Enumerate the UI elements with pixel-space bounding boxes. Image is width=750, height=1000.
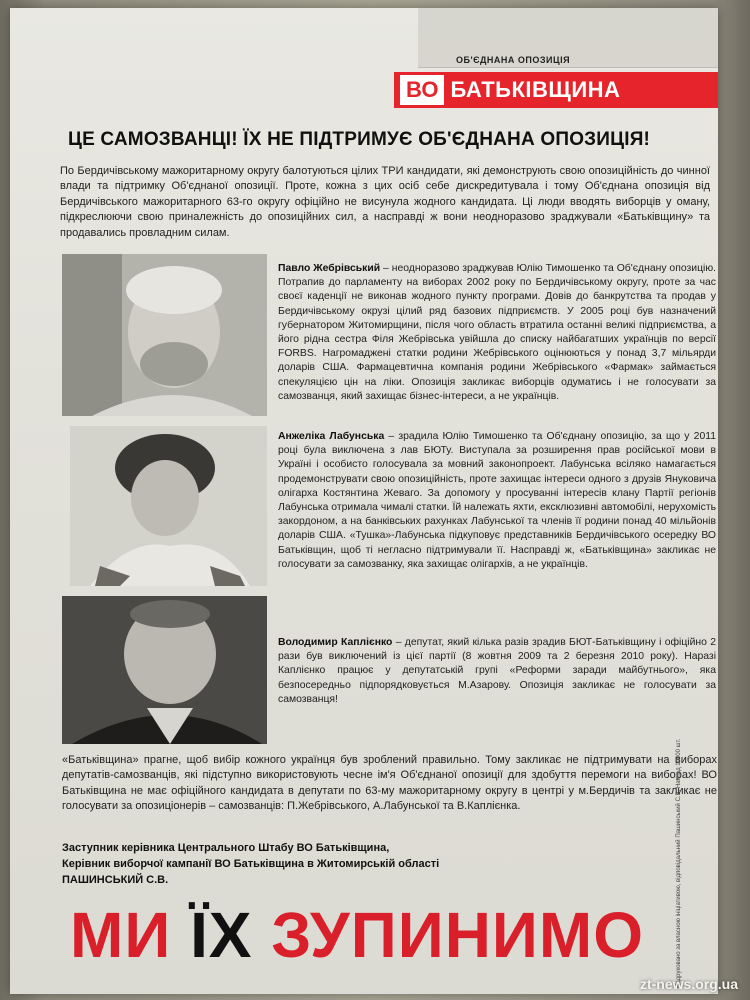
slogan-part-2: ЇХ <box>190 899 253 971</box>
intro-paragraph: По Бердичівському мажоритарному округу балотуються цілих ТРИ кандидати, які демонструють свою опозиційність до чинної влади та підтримку Об'єднаної опозиції. Проте, кожна з цих осіб себе дискредитувала і тому Об'єднана опозиція від Бердичівського мажоритарного 63-го округу офіційно не висунула жодного кандидата. Ці люди вводять виборців у оману, підкреслюючи свою приналежність до опозиційних сил, а насправді ж вони неодноразово зраджували «Батьківщину» та продавались провладним силам. <box>60 165 710 239</box>
candidate-text-3: – депутат, який кілька разів зрадив БЮТ-Батьківщину і офіційно 2 рази був виключений із цієї партії (8 жовтня 2009 та 2 березня 2010 року). Наразі Каплієнко працює у депутатській групі «Реформи заради майбутнього», яка безпосередньо підпорядковується М.Азарову. Опозиція закликає не голосувати за самозванця! <box>278 637 716 705</box>
candidate-name-1: Павло Жебрівський <box>278 263 381 274</box>
signature-line-1: Заступник керівника Центрального Штабу ВО Батьківщина, <box>62 842 390 854</box>
candidate-name-2: Анжеліка Лабунська <box>278 431 385 442</box>
party-logo <box>394 72 718 108</box>
candidate-text-2: – зрадила Юлію Тимошенко та Об'єднану опозицію, за що у 2011 році була виключена з лав БЮТу. Виступала за розширення прав російської мови в Україні і особисто голосувала за мовний законопроект. Лабунська всіляко намагається продемонструвати свою опозиційність, проте захищає інтереси одного з друзів Януковича олігарха Костянтина Жеваго. За допомогу у просуванні інтересів клану Партії регіонів Лабунська отримала чималі статки. Їй належать яхти, ексклюзивні автомобілі, нерухомість закордоном, а на банківських рахунках Лабунської та членів її родини понад 40 мільйонів доларів США. «Тушка»-Лабунська підкуповує представників Бердичівського осередку ВО Батьківщин, щоб ті негласно підтримували її. Насправді ж, «Батьківщина» закликає не голосувати за самозванку, яка захищає олігархів, а не українців. <box>278 431 717 570</box>
candidate-bio-3 <box>278 636 716 707</box>
signature-line-2: Керівник виборчої кампанії ВО Батьківщина в Житомирській області <box>62 858 440 870</box>
signature-block <box>62 840 662 888</box>
site-watermark: zt-news.org.ua <box>639 976 738 992</box>
slogan-part-3: ЗУПИНИМО <box>271 899 644 971</box>
print-imprint: Надруковано за власною ініціативою, відповідальний Пашинський С.В. Наклад 10000 шт. <box>676 738 682 988</box>
candidate-photo-1 <box>62 254 267 416</box>
candidate-name-3: Володимир Каплієнко <box>278 637 393 648</box>
logo-name: БАТЬКІВЩИНА <box>450 77 621 102</box>
logo-subtitle: ОБ'ЄДНАНА ОПОЗИЦІЯ <box>456 55 571 65</box>
leaflet <box>10 8 718 994</box>
closing-paragraph: «Батьківщина» прагне, щоб вибір кожного українця був зроблений правильно. Тому закликає не підтримувати на виборах депутатів-самозванців, які підступно використовують чесне ім'я Об'єднаної опозиції для здобуття перемоги на виборах! ВО Батьківщина не має офіційного кандидата в депутати по 63-му мажоритарному округу в центрі у м.Бердичів та закликає не голосувати за опозиціонерів – самозванців: П.Жебрівського, А.Лабунської та В.Каплієнка. <box>62 754 717 813</box>
candidate-bio-2 <box>278 430 716 572</box>
slogan-part-1: МИ <box>70 899 172 971</box>
slogan <box>70 898 690 972</box>
candidate-photo-3 <box>62 596 267 744</box>
candidate-photo-2 <box>70 426 267 586</box>
logo-vo: ВО <box>400 75 444 105</box>
candidate-bio-1 <box>278 262 716 404</box>
signature-line-3: ПАШИНСЬКИЙ С.В. <box>62 874 169 886</box>
headline: ЦЕ САМОЗВАНЦІ! ЇХ НЕ ПІДТРИМУЄ ОБ'ЄДНАНА ОПОЗИЦІЯ! <box>68 129 651 150</box>
candidate-text-1: – неодноразово зраджував Юлію Тимошенко та Об'єднану опозицію. Потрапив до парламенту на виборах 2002 року по Бердичівському округу, проте за час своєї каденції не виконав жодного пункту програми. Довів до банкрутства та продав у Бердичівському окрузі цілий ряд базових підприємств. У 2005 році був назначений губернатором Житомирщини, після чого область втратила останні великі підприємства, а його рідна сестра Філя Жебрівська увійшла до списку найбагатших українців по версії FORBS. Нагромаджені статки родини Жебрівського оцінюються у понад 3,7 мільярди доларів США. Фармацевтична компанія родини Жебрівського «Фармак» займається спекуляцією цін на ліки. Опозиція закликає виборців одуматись і не голосувати за самозванця, який захищає бізнес-інтереси, а не українців. <box>278 263 717 402</box>
